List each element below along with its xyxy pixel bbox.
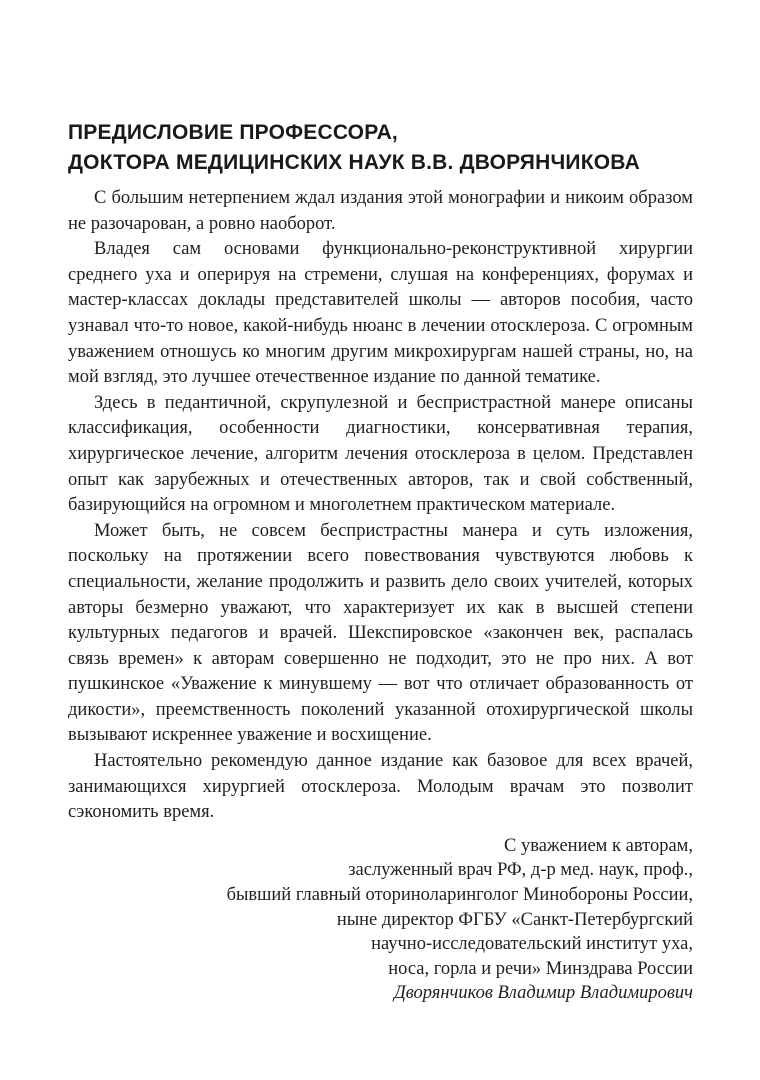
paragraph-1: С большим нетерпением ждал издания этой монографии и никоим образом не разочарован, а ровно наоборот. (68, 188, 693, 234)
body-text (68, 186, 693, 826)
title-line-2: ДОКТОРА МЕДИЦИНСКИХ НАУК В.В. ДВОРЯНЧИКОВА (68, 151, 640, 174)
title-line-1: ПРЕДИСЛОВИЕ ПРОФЕССОРА, (68, 121, 398, 144)
document-page (68, 118, 693, 1006)
signature-line-5: научно-исследовательский институт уха, (371, 934, 693, 955)
signature-line-2: заслуженный врач РФ, д-р мед. наук, проф., (348, 860, 693, 881)
paragraph-4: Может быть, не совсем беспристрастны манера и суть изложения, поскольку на протяжении всего повествования чувствуются любовь к специальности, желание продолжить и развить дело своих учителей, которых авторы безмерно уважают, что характеризует их как в высшей степени культурных педагогов и врачей. Шекспировское «закончен век, распалась связь времен» к авторам совершенно не подходит, это не про них. А вот пушкинское «Уважение к минувшему — вот что отличает образованность от дикости», преемственность поколений указанной отохирургической школы вызывают искреннее уважение и восхищение. (68, 520, 693, 746)
page-title (68, 118, 693, 178)
signature-block (68, 834, 693, 1006)
signature-line-6: носа, горла и речи» Минздрава России (388, 958, 693, 979)
paragraph-2: Владея сам основами функционально-реконструктивной хирургии среднего уха и оперируя на стремени, слушая на конференциях, форумах и мастер-классах доклады представителей школы — авторов пособия, часто узнавал что-то новое, какой-нибудь нюанс в лечении отосклероза. С огромным уважением отношусь ко многим другим микрохирургам нашей страны, но, на мой взгляд, это лучшее отечественное издание по данной тематике. (68, 239, 693, 388)
paragraph-5: Настоятельно рекомендую данное издание как базовое для всех врачей, занимающихся хирургией отосклероза. Молодым врачам это позволит сэкономить время. (68, 751, 693, 823)
signature-line-4: ныне директор ФГБУ «Санкт-Петербургский (336, 909, 693, 930)
paragraph-3: Здесь в педантичной, скрупулезной и беспристрастной манере описаны классификация, особенности диагностики, консервативная терапия, хирургическое лечение, алгоритм лечения отосклероза в целом. Представлен опыт как зарубежных и отечественных авторов, так и свой собственный, базирующийся на огромном и многолетнем практическом материале. (68, 392, 693, 516)
signature-line-1: С уважением к авторам, (504, 835, 693, 856)
signature-author-name: Дворянчиков Владимир Владимирович (393, 983, 693, 1004)
signature-line-3: бывший главный оториноларинголог Минобороны России, (226, 885, 693, 906)
